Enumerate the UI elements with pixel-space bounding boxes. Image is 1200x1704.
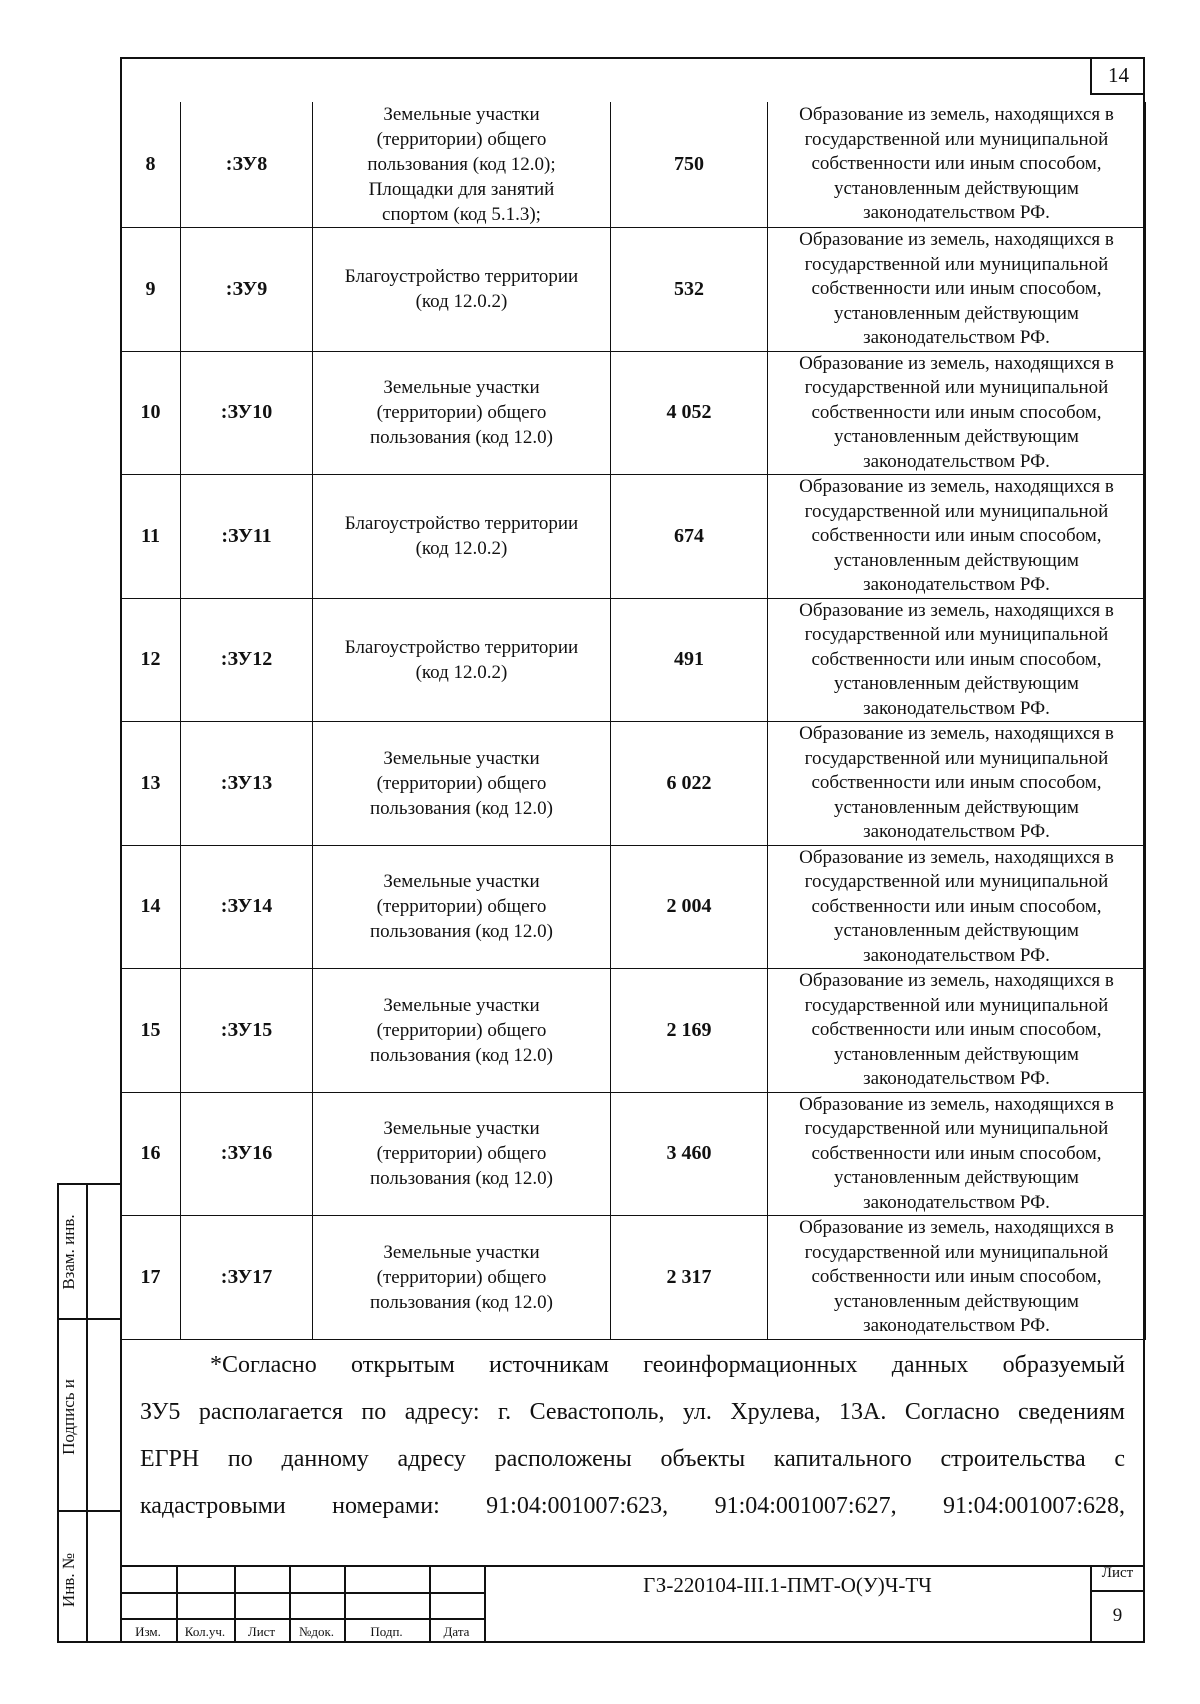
permitted-use-line: (территории) общего <box>376 896 547 918</box>
formation-method-line: законодательством РФ. <box>863 1191 1050 1213</box>
permitted-use <box>313 845 611 969</box>
tb-col-izm: Изм. <box>135 1624 161 1639</box>
formation-method-line: собственности или иным способом, <box>811 1019 1102 1040</box>
formation-method-line: установленным действующим <box>834 1167 1079 1188</box>
row-number: 16 <box>121 1092 181 1216</box>
table-row <box>121 475 1146 599</box>
formation-method-line: государственной или муниципальной <box>804 500 1109 522</box>
side-label-vzam: Взам. инв. <box>59 1214 78 1290</box>
table-body <box>121 102 1146 1339</box>
row-number: 12 <box>121 598 181 722</box>
row-number: 14 <box>121 845 181 969</box>
plot-area: 750 <box>611 102 768 228</box>
formation-method-line: собственности или иным способом, <box>811 648 1102 670</box>
permitted-use-line: Земельные участки <box>383 994 540 1016</box>
permitted-use <box>313 1216 611 1340</box>
permitted-use <box>313 351 611 475</box>
formation-method-line: Образование из земель, находящихся в <box>799 599 1114 621</box>
permitted-use-line: Благоустройство территории <box>344 636 579 658</box>
formation-method-line: законодательством РФ. <box>863 327 1050 348</box>
plot-code: :ЗУ12 <box>181 598 313 722</box>
formation-method-line: государственной или муниципальной <box>804 1241 1109 1263</box>
formation-method-line: собственности или иным способом, <box>811 1142 1102 1164</box>
formation-method <box>768 722 1146 846</box>
formation-method <box>768 598 1146 722</box>
permitted-use-line: (территории) общего <box>376 129 547 150</box>
formation-method-line: Образование из земель, находящихся в <box>799 229 1114 250</box>
permitted-use-line: пользования (код 12.0) <box>370 1044 553 1066</box>
formation-method-line: собственности или иным способом, <box>811 153 1102 175</box>
formation-method-line: Образование из земель, находящихся в <box>799 846 1114 868</box>
document-code: ГЗ-220104-III.1-ПМТ-О(У)Ч-ТЧ <box>643 1573 932 1597</box>
page-number: 14 <box>1090 57 1145 95</box>
formation-method-line: Образование из земель, находящихся в <box>799 476 1114 497</box>
tb-col-kol-uch: Кол.уч. <box>184 1624 226 1639</box>
permitted-use <box>313 228 611 352</box>
plot-area: 674 <box>611 475 768 599</box>
note-line-3: ЕГРН по данному адресу расположены объекты капитального строительства с <box>140 1446 1125 1472</box>
side-label-inv: Инв. № <box>59 1552 78 1608</box>
formation-method-line: Образование из земель, находящихся в <box>799 104 1114 126</box>
table-row <box>121 228 1146 352</box>
formation-method-line: законодательством РФ. <box>863 821 1050 842</box>
table-row <box>121 969 1146 1093</box>
formation-method-line: государственной или муниципальной <box>804 994 1109 1016</box>
plot-area: 6 022 <box>611 722 768 846</box>
plot-area: 2 169 <box>611 969 768 1093</box>
formation-method <box>768 1092 1146 1216</box>
permitted-use-line: Земельные участки <box>383 1241 540 1263</box>
tb-col-list: Лист <box>247 1624 276 1639</box>
formation-method-line: установленным действующим <box>834 549 1079 571</box>
formation-method-line: законодательством РФ. <box>863 202 1050 224</box>
plot-code: :ЗУ14 <box>181 845 313 969</box>
table-row <box>121 598 1146 722</box>
permitted-use-line: пользования (код 12.0) <box>370 797 553 819</box>
permitted-use-line: спортом (код 5.1.3); <box>382 204 541 225</box>
table-row <box>121 351 1146 475</box>
formation-method-line: законодательством РФ. <box>863 574 1050 595</box>
plot-code: :ЗУ17 <box>181 1216 313 1340</box>
formation-method <box>768 845 1146 969</box>
side-label-podpis: Подпись и <box>59 1379 78 1455</box>
plot-area: 2 004 <box>611 845 768 969</box>
formation-method-line: собственности или иным способом, <box>811 525 1102 546</box>
formation-method-line: установленным действующим <box>834 1290 1079 1312</box>
formation-method <box>768 1216 1146 1340</box>
formation-method-line: установленным действующим <box>834 426 1079 447</box>
permitted-use-line: (территории) общего <box>376 1143 547 1165</box>
plot-code: :ЗУ8 <box>181 102 313 228</box>
formation-method <box>768 351 1146 475</box>
permitted-use <box>313 475 611 599</box>
formation-method-line: государственной или муниципальной <box>804 377 1109 398</box>
formation-method-line: Образование из земель, находящихся в <box>799 352 1114 374</box>
permitted-use <box>313 1092 611 1216</box>
table-row <box>121 722 1146 846</box>
plot-code: :ЗУ13 <box>181 722 313 846</box>
formation-method-line: Образование из земель, находящихся в <box>799 1217 1114 1238</box>
permitted-use-line: (территории) общего <box>376 402 547 424</box>
formation-method-line: законодательством РФ. <box>863 450 1050 472</box>
row-number: 11 <box>121 475 181 599</box>
permitted-use <box>313 722 611 846</box>
plot-area: 3 460 <box>611 1092 768 1216</box>
formation-method-line: собственности или иным способом, <box>811 895 1102 917</box>
formation-method-line: установленным действующим <box>834 920 1079 941</box>
formation-method-line: законодательством РФ. <box>863 944 1050 966</box>
sheet-number: 9 <box>1112 1605 1123 1626</box>
formation-method-line: Образование из земель, находящихся в <box>799 1093 1114 1115</box>
formation-method <box>768 102 1146 228</box>
formation-method-line: государственной или муниципальной <box>804 624 1109 645</box>
table-row <box>121 845 1146 969</box>
note-line-2: ЗУ5 располагается по адресу: г. Севастополь, ул. Хрулева, 13А. Согласно сведениям <box>140 1399 1125 1425</box>
sheet-label: Лист <box>1101 1565 1134 1581</box>
permitted-use <box>313 969 611 1093</box>
permitted-use-line: (территории) общего <box>376 1019 547 1041</box>
permitted-use-line: пользования (код 12.0) <box>370 1291 553 1313</box>
plot-code: :ЗУ9 <box>181 228 313 352</box>
permitted-use-line: (территории) общего <box>376 1266 547 1288</box>
formation-method-line: собственности или иным способом, <box>811 1266 1102 1287</box>
row-number: 13 <box>121 722 181 846</box>
permitted-use <box>313 598 611 722</box>
row-number: 8 <box>121 102 181 228</box>
permitted-use-line: пользования (код 12.0) <box>370 921 553 943</box>
formation-method-line: государственной или муниципальной <box>804 253 1109 275</box>
tb-col-ndok: №док. <box>298 1624 335 1639</box>
formation-method-line: установленным действующим <box>834 796 1079 818</box>
formation-method-line: собственности или иным способом, <box>811 772 1102 793</box>
permitted-use-line: Благоустройство территории <box>344 513 579 535</box>
permitted-use-line: пользования (код 12.0); <box>367 154 556 175</box>
plot-code: :ЗУ11 <box>181 475 313 599</box>
formation-method-line: государственной или муниципальной <box>804 1118 1109 1139</box>
formation-method-line: государственной или муниципальной <box>804 128 1109 150</box>
formation-method-line: установленным действующим <box>834 177 1079 199</box>
note-line-1: *Согласно открытым источникам геоинформационных данных образуемый <box>210 1352 1125 1378</box>
permitted-use-line: Земельные участки <box>383 104 540 125</box>
formation-method-line: Образование из земель, находящихся в <box>799 723 1114 744</box>
permitted-use <box>313 102 611 228</box>
table-row <box>121 1092 1146 1216</box>
formation-method-line: установленным действующим <box>834 1043 1079 1065</box>
formation-method-line: собственности или иным способом, <box>811 401 1102 423</box>
plot-code: :ЗУ10 <box>181 351 313 475</box>
permitted-use-line: (территории) общего <box>376 772 547 794</box>
row-number: 9 <box>121 228 181 352</box>
formation-method-line: законодательством РФ. <box>863 1068 1050 1089</box>
permitted-use-line: Площадки для занятий <box>368 179 555 200</box>
formation-method <box>768 475 1146 599</box>
permitted-use-line: Благоустройство территории <box>344 266 579 288</box>
plot-area: 532 <box>611 228 768 352</box>
formation-method-line: установленным действующим <box>834 673 1079 694</box>
land-plots-table <box>120 102 1146 1340</box>
formation-method-line: собственности или иным способом, <box>811 278 1102 299</box>
plot-area: 2 317 <box>611 1216 768 1340</box>
row-number: 10 <box>121 351 181 475</box>
table-row <box>121 1216 1146 1340</box>
formation-method-line: государственной или муниципальной <box>804 871 1109 892</box>
formation-method-line: законодательством РФ. <box>863 697 1050 719</box>
permitted-use-line: Земельные участки <box>383 747 540 769</box>
permitted-use-line: пользования (код 12.0) <box>370 427 553 449</box>
formation-method-line: государственной или муниципальной <box>804 747 1109 769</box>
permitted-use-line: пользования (код 12.0) <box>370 1168 553 1190</box>
formation-method-line: установленным действующим <box>834 302 1079 324</box>
row-number: 17 <box>121 1216 181 1340</box>
plot-area: 4 052 <box>611 351 768 475</box>
formation-method <box>768 969 1146 1093</box>
permitted-use-line: (код 12.0.2) <box>415 538 508 560</box>
side-stamp-divider <box>86 1183 88 1643</box>
plot-code: :ЗУ16 <box>181 1092 313 1216</box>
tb-col-podp: Подп. <box>370 1624 403 1639</box>
permitted-use-line: (код 12.0.2) <box>415 661 508 683</box>
plot-code: :ЗУ15 <box>181 969 313 1093</box>
table-row <box>121 102 1146 228</box>
plot-area: 491 <box>611 598 768 722</box>
formation-method <box>768 228 1146 352</box>
permitted-use-line: Земельные участки <box>383 377 540 399</box>
formation-method-line: Образование из земель, находящихся в <box>799 970 1114 991</box>
row-number: 15 <box>121 969 181 1093</box>
permitted-use-line: Земельные участки <box>383 1118 540 1140</box>
permitted-use-line: (код 12.0.2) <box>415 291 508 313</box>
formation-method-line: законодательством РФ. <box>863 1315 1050 1336</box>
note-line-4: кадастровыми номерами: 91:04:001007:623, 91:04:001007:627, 91:04:001007:628, <box>140 1493 1125 1519</box>
tb-col-data: Дата <box>443 1624 470 1639</box>
permitted-use-line: Земельные участки <box>383 871 540 893</box>
